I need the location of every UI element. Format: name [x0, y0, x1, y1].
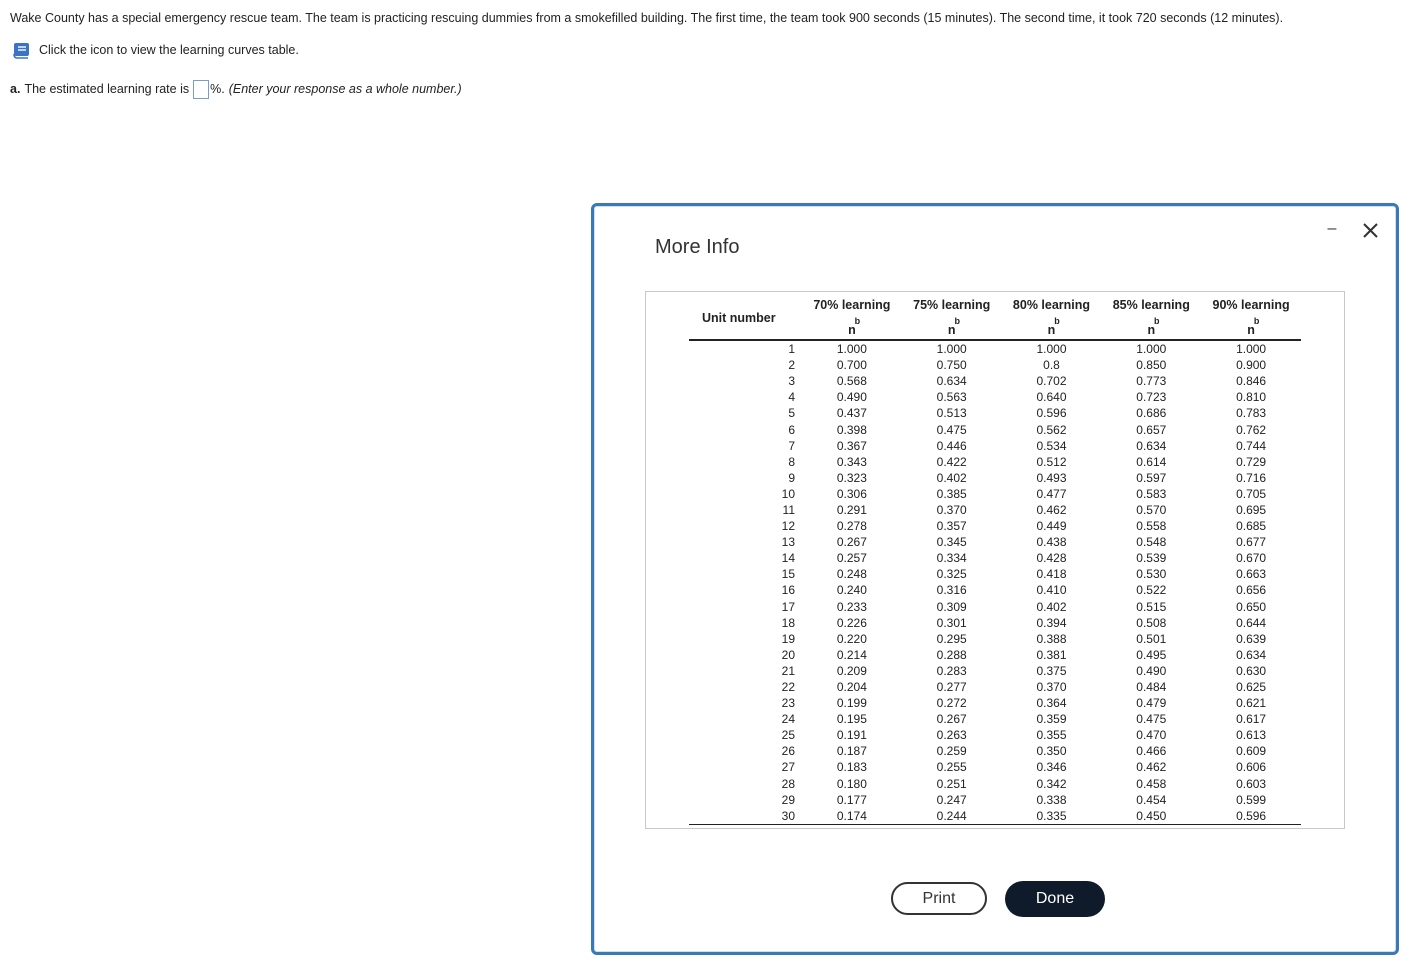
value-cell: 1.000	[1236, 342, 1267, 357]
value-cell: 0.267	[836, 535, 867, 550]
table-row	[689, 792, 1301, 808]
value-cell: 0.614	[1136, 454, 1167, 469]
value-cell: 0.342	[1036, 776, 1067, 791]
table-row	[689, 405, 1301, 421]
value-cell: 0.490	[1136, 663, 1167, 678]
table-row	[689, 373, 1301, 389]
value-cell: 0.325	[936, 567, 967, 582]
value-cell: 0.685	[1236, 519, 1267, 534]
exponent-label: b	[854, 316, 861, 326]
value-cell: 0.244	[902, 808, 1002, 825]
table-row	[689, 759, 1301, 775]
value-cell: 0.609	[1236, 744, 1267, 759]
value-cell: 0.187	[836, 744, 867, 759]
value-cell: 0.729	[1236, 454, 1267, 469]
table-row	[689, 727, 1301, 743]
value-cell: 0.534	[1036, 438, 1067, 453]
value-cell: 0.479	[1136, 696, 1167, 711]
value-cell: 0.267	[936, 712, 967, 727]
value-cell: 0.723	[1136, 390, 1167, 405]
value-cell: 1.000	[836, 342, 867, 357]
value-cell: 1.000	[1036, 342, 1067, 357]
learning-column-header	[1201, 296, 1301, 340]
unit-number-cell: 6	[788, 422, 795, 437]
table-row	[689, 647, 1301, 663]
value-cell: 0.562	[1036, 422, 1067, 437]
value-cell: 0.195	[836, 712, 867, 727]
value-cell: 0.640	[1036, 390, 1067, 405]
value-cell: 0.247	[936, 792, 967, 807]
question-suffix: %.	[210, 82, 225, 96]
value-cell: 0.450	[1101, 808, 1201, 825]
value-cell: 0.810	[1236, 390, 1267, 405]
table-row	[689, 454, 1301, 470]
value-cell: 0.656	[1236, 583, 1267, 598]
unit-number-cell: 16	[781, 583, 795, 598]
column-title: 75% learning	[913, 298, 991, 312]
value-cell: 0.530	[1136, 567, 1167, 582]
value-cell: 0.515	[1136, 599, 1167, 614]
value-cell: 0.291	[836, 502, 867, 517]
value-cell: 0.272	[936, 696, 967, 711]
value-cell: 0.700	[836, 358, 867, 373]
value-cell: 0.644	[1236, 615, 1267, 630]
table-row	[689, 615, 1301, 631]
value-cell: 0.495	[1136, 647, 1167, 662]
value-cell: 0.470	[1136, 728, 1167, 743]
value-cell: 0.603	[1236, 776, 1267, 791]
unit-number-cell: 26	[781, 744, 795, 759]
table-row	[689, 695, 1301, 711]
value-cell: 0.278	[836, 519, 867, 534]
table-body	[689, 340, 1301, 824]
value-cell: 0.462	[1036, 502, 1067, 517]
table-row	[689, 711, 1301, 727]
unit-number-cell: 17	[781, 599, 795, 614]
learning-curves-table-frame	[645, 291, 1345, 829]
value-cell: 0.177	[836, 792, 867, 807]
table-row	[689, 663, 1301, 679]
value-cell: 0.570	[1136, 502, 1167, 517]
value-cell: 0.677	[1236, 535, 1267, 550]
exponent-label: b	[1154, 316, 1160, 326]
table-row	[689, 518, 1301, 534]
value-cell: 0.316	[936, 583, 967, 598]
value-cell: 0.306	[836, 486, 867, 501]
learning-column-header	[1002, 296, 1102, 340]
table-row	[689, 776, 1301, 792]
table-row	[689, 550, 1301, 566]
value-cell: 0.214	[836, 647, 867, 662]
value-cell: 0.606	[1236, 760, 1267, 775]
unit-number-cell: 9	[788, 470, 795, 485]
unit-number-cell: 22	[781, 680, 795, 695]
value-cell: 0.563	[936, 390, 967, 405]
value-cell: 0.174	[802, 808, 902, 825]
unit-number-cell: 11	[782, 502, 795, 517]
value-cell: 0.220	[836, 631, 867, 646]
value-cell: 0.240	[836, 583, 867, 598]
value-cell: 0.630	[1236, 663, 1267, 678]
value-cell: 0.385	[936, 486, 967, 501]
table-header-row	[689, 296, 1301, 340]
value-cell: 0.364	[1036, 696, 1067, 711]
value-cell: 0.233	[836, 599, 867, 614]
value-cell: 0.301	[936, 615, 967, 630]
value-cell: 0.295	[936, 631, 967, 646]
value-cell: 0.343	[836, 454, 867, 469]
value-cell: 0.539	[1136, 551, 1167, 566]
column-subheader	[1101, 313, 1201, 339]
table-row	[689, 486, 1301, 502]
value-cell: 0.251	[936, 776, 967, 791]
table-row	[689, 743, 1301, 759]
learning-column-header	[1101, 296, 1201, 340]
value-cell: 0.634	[936, 374, 967, 389]
value-cell: 1.000	[1136, 342, 1167, 357]
value-cell: 0.323	[836, 470, 867, 485]
value-cell: 0.750	[936, 358, 967, 373]
table-row	[689, 389, 1301, 405]
unit-number-cell: 12	[781, 519, 795, 534]
value-cell: 0.375	[1036, 663, 1067, 678]
value-cell: 0.334	[936, 551, 967, 566]
value-cell: 0.466	[1136, 744, 1167, 759]
value-cell: 0.744	[1236, 438, 1267, 453]
column-title: 85% learning	[1112, 298, 1190, 312]
value-cell: 0.283	[936, 663, 967, 678]
value-cell: 0.257	[836, 551, 867, 566]
value-cell: 0.346	[1036, 760, 1067, 775]
value-cell: 0.410	[1036, 583, 1067, 598]
value-cell: 0.490	[836, 390, 867, 405]
value-cell: 0.613	[1236, 728, 1267, 743]
learning-column-header	[802, 296, 902, 340]
value-cell: 0.180	[836, 776, 867, 791]
value-cell: 0.846	[1236, 374, 1267, 389]
value-cell: 0.402	[1036, 599, 1067, 614]
column-subheader	[1002, 313, 1102, 339]
table-row	[689, 340, 1301, 357]
unit-number-cell: 27	[781, 760, 795, 775]
value-cell: 0.650	[1236, 599, 1267, 614]
exponent-label: b	[1054, 316, 1060, 326]
value-cell: 0.370	[936, 502, 967, 517]
dialog-title: More Info	[655, 236, 740, 258]
unit-number-cell: 13	[781, 535, 795, 550]
table-row	[689, 421, 1301, 437]
unit-number-cell: 19	[781, 631, 795, 646]
value-cell: 0.437	[836, 406, 867, 421]
column-subheader	[802, 313, 902, 339]
unit-number-cell: 24	[781, 712, 795, 727]
value-cell: 0.255	[936, 760, 967, 775]
column-subheader	[902, 313, 1002, 339]
value-cell: 0.288	[936, 647, 967, 662]
learning-curves-hint[interactable]	[12, 41, 299, 59]
value-cell: 0.388	[1036, 631, 1067, 646]
value-cell: 0.446	[936, 438, 967, 453]
unit-number-cell: 20	[781, 647, 795, 662]
value-cell: 0.568	[836, 374, 867, 389]
value-cell: 0.493	[1036, 470, 1067, 485]
table-row	[689, 631, 1301, 647]
value-cell: 0.475	[1136, 712, 1167, 727]
value-cell: 0.663	[1236, 567, 1267, 582]
value-cell: 0.583	[1136, 486, 1167, 501]
value-cell: 0.183	[836, 760, 867, 775]
unit-number-cell: 5	[788, 406, 795, 421]
value-cell: 0.438	[1036, 535, 1067, 550]
table-row	[689, 566, 1301, 582]
value-cell: 0.357	[936, 519, 967, 534]
value-cell: 0.428	[1036, 551, 1067, 566]
value-cell: 0.367	[836, 438, 867, 453]
value-cell: 0.309	[936, 599, 967, 614]
value-cell: 0.522	[1136, 583, 1167, 598]
value-cell: 0.599	[1236, 792, 1267, 807]
value-cell: 0.634	[1136, 438, 1167, 453]
value-cell: 0.345	[936, 535, 967, 550]
unit-number-cell: 8	[788, 454, 795, 469]
close-icon[interactable]	[1360, 220, 1382, 242]
problem-statement: Wake County has a special emergency rescue team. The team is practicing rescuing dummies from a smokefilled building. The first time, the team took 900 seconds (15 minutes). The second time, it took 720 seconds (12 minutes).	[10, 11, 1284, 25]
base-label: n	[1147, 323, 1156, 337]
value-cell: 0.394	[1036, 615, 1067, 630]
value-cell: 0.508	[1136, 615, 1167, 630]
learning-curves-table	[689, 296, 1301, 825]
value-cell: 0.513	[936, 406, 967, 421]
base-label: n	[947, 323, 956, 337]
value-cell: 0.850	[1136, 358, 1167, 373]
table-row	[689, 438, 1301, 454]
column-subheader	[1201, 313, 1301, 339]
value-cell: 0.191	[836, 728, 867, 743]
question-a	[10, 78, 462, 100]
exponent-label: b	[954, 316, 960, 326]
value-cell: 0.199	[836, 696, 867, 711]
value-cell: 0.558	[1136, 519, 1167, 534]
unit-number-cell: 14	[781, 551, 795, 566]
unit-number-cell: 23	[781, 696, 795, 711]
value-cell: 0.398	[836, 422, 867, 437]
value-cell: 0.263	[936, 728, 967, 743]
unit-number-cell: 25	[781, 728, 795, 743]
table-row	[689, 599, 1301, 615]
value-cell: 0.762	[1236, 422, 1267, 437]
value-cell: 0.370	[1036, 680, 1067, 695]
value-cell: 0.657	[1136, 422, 1167, 437]
column-title: 70% learning	[813, 298, 891, 312]
value-cell: 0.596	[1036, 406, 1067, 421]
unit-number-cell: 18	[781, 615, 795, 630]
value-cell: 0.418	[1036, 567, 1067, 582]
learning-column-header	[902, 296, 1002, 340]
value-cell: 0.625	[1236, 680, 1267, 695]
value-cell: 0.783	[1236, 406, 1267, 421]
question-text: The estimated learning rate is	[24, 82, 190, 96]
value-cell: 0.204	[836, 680, 867, 695]
value-cell: 0.621	[1236, 696, 1267, 711]
value-cell: 0.705	[1236, 486, 1267, 501]
unit-number-cell: 28	[781, 776, 795, 791]
value-cell: 0.402	[936, 470, 967, 485]
value-cell: 0.209	[836, 663, 867, 678]
value-cell: 0.477	[1036, 486, 1067, 501]
value-cell: 0.454	[1136, 792, 1167, 807]
unit-number-cell: 2	[788, 358, 795, 373]
unit-number-header: Unit number	[689, 296, 802, 340]
value-cell: 0.462	[1136, 760, 1167, 775]
unit-number-cell: 30	[689, 808, 802, 825]
base-label: n	[848, 323, 856, 337]
book-icon[interactable]	[12, 42, 31, 59]
value-cell: 0.338	[1036, 792, 1067, 807]
question-label: a.	[10, 82, 21, 96]
base-label: n	[1247, 323, 1255, 337]
unit-number-cell: 10	[781, 486, 795, 501]
value-cell: 0.596	[1201, 808, 1301, 825]
minimize-button[interactable]: –	[1327, 220, 1337, 237]
value-cell: 0.355	[1036, 728, 1067, 743]
value-cell: 0.475	[936, 422, 967, 437]
unit-number-cell: 3	[788, 374, 795, 389]
table-row	[689, 582, 1301, 598]
value-cell: 0.8	[1043, 358, 1060, 373]
value-cell: 0.512	[1036, 454, 1067, 469]
value-cell: 0.484	[1136, 680, 1167, 695]
value-cell: 0.248	[836, 567, 867, 582]
value-cell: 0.350	[1036, 744, 1067, 759]
value-cell: 0.277	[936, 680, 967, 695]
table-row	[689, 808, 1301, 825]
value-cell: 0.458	[1136, 776, 1167, 791]
unit-number-cell: 21	[781, 663, 795, 678]
table-row	[689, 502, 1301, 518]
value-cell: 1.000	[936, 342, 967, 357]
value-cell: 0.686	[1136, 406, 1167, 421]
base-label: n	[1047, 323, 1056, 337]
unit-number-cell: 4	[788, 390, 795, 405]
value-cell: 0.359	[1036, 712, 1067, 727]
learning-rate-input[interactable]	[193, 80, 209, 99]
unit-number-cell: 1	[788, 342, 795, 357]
value-cell: 0.634	[1236, 647, 1267, 662]
value-cell: 0.670	[1236, 551, 1267, 566]
value-cell: 0.716	[1236, 470, 1267, 485]
column-title: 80% learning	[1012, 298, 1091, 312]
value-cell: 0.900	[1236, 358, 1267, 373]
value-cell: 0.695	[1236, 502, 1267, 517]
hint-text[interactable]: Click the icon to view the learning curves table.	[39, 43, 299, 57]
value-cell: 0.639	[1236, 631, 1267, 646]
value-cell: 0.548	[1136, 535, 1167, 550]
value-cell: 0.335	[1002, 808, 1102, 825]
table-row	[689, 470, 1301, 486]
value-cell: 0.226	[836, 615, 867, 630]
value-cell: 0.617	[1236, 712, 1267, 727]
value-cell: 0.773	[1136, 374, 1167, 389]
print-button[interactable]: Print	[891, 882, 987, 915]
done-button[interactable]: Done	[1005, 881, 1105, 917]
table-row	[689, 357, 1301, 373]
value-cell: 0.597	[1136, 470, 1167, 485]
value-cell: 0.381	[1036, 647, 1067, 662]
value-cell: 0.422	[936, 454, 967, 469]
more-info-dialog	[591, 203, 1399, 955]
table-row	[689, 679, 1301, 695]
value-cell: 0.449	[1036, 519, 1067, 534]
unit-number-cell: 7	[788, 438, 795, 453]
column-title: 90% learning	[1212, 298, 1290, 312]
unit-number-cell: 29	[781, 792, 795, 807]
table-row	[689, 534, 1301, 550]
exponent-label: b	[1253, 316, 1260, 326]
instruction-text: (Enter your response as a whole number.)	[228, 82, 462, 96]
value-cell: 0.702	[1036, 374, 1067, 389]
value-cell: 0.259	[936, 744, 967, 759]
unit-number-cell: 15	[781, 567, 795, 582]
value-cell: 0.501	[1136, 631, 1167, 646]
